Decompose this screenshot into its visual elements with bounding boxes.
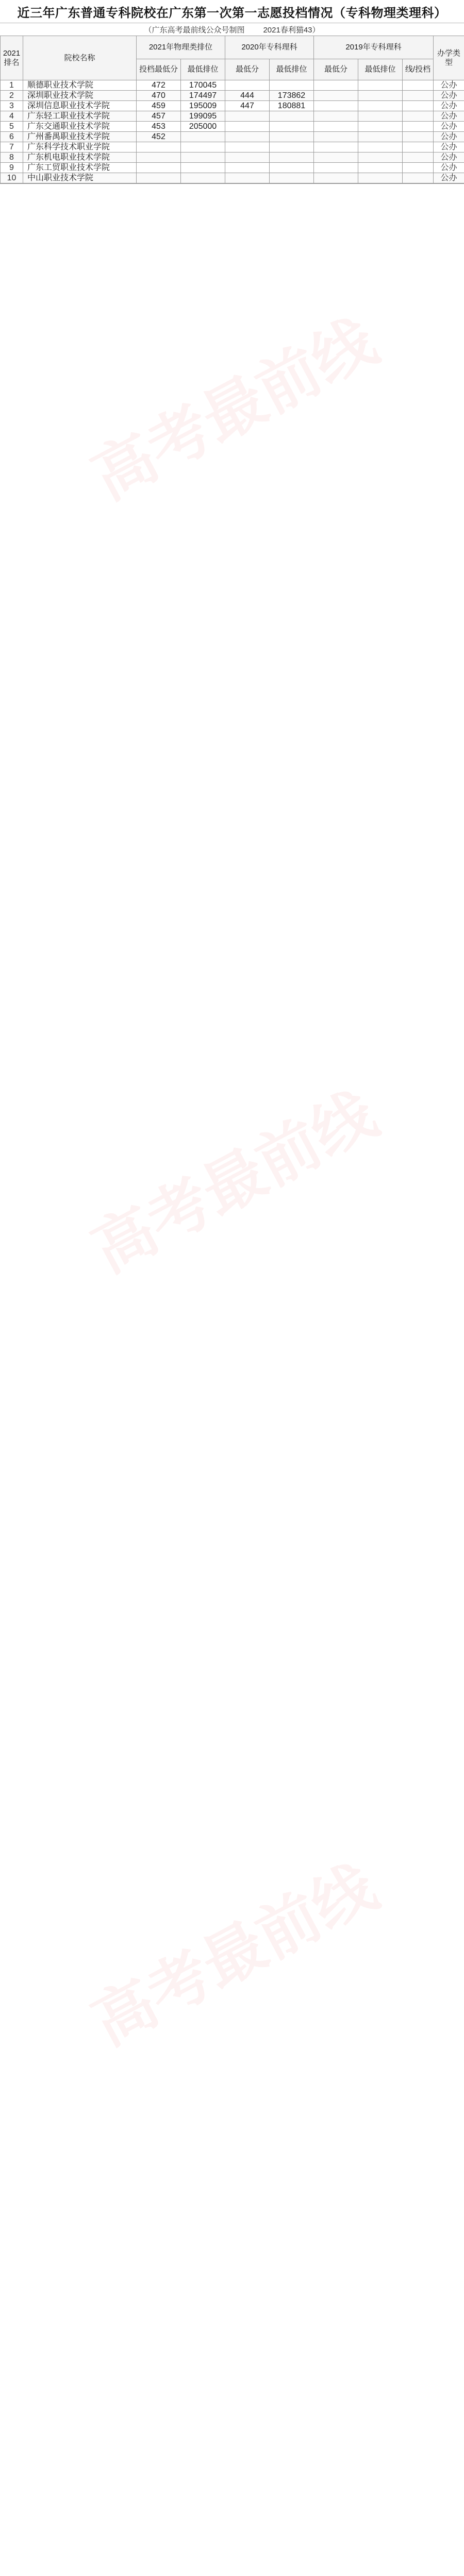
row-school-name: 广东工贸职业技术学院 <box>23 163 137 173</box>
table-row <box>1 122 464 132</box>
row-value <box>403 163 434 173</box>
header-rank: 2021排名 <box>1 36 23 80</box>
row-rank: 2 <box>1 91 23 101</box>
row-value <box>403 101 434 111</box>
row-value <box>314 101 358 111</box>
row-value <box>270 132 314 142</box>
subheader-rank3: 最低排位 <box>358 59 403 80</box>
row-value <box>270 80 314 91</box>
row-value: 453 <box>137 122 181 132</box>
row-value <box>314 132 358 142</box>
row-school-type: 公办 <box>434 132 464 142</box>
row-value <box>403 152 434 163</box>
row-value <box>270 142 314 152</box>
row-value <box>181 173 225 183</box>
row-value <box>358 132 403 142</box>
row-value <box>314 91 358 101</box>
table-row <box>1 152 464 163</box>
row-value <box>270 111 314 122</box>
row-value <box>225 142 270 152</box>
table-row <box>1 91 464 101</box>
row-school-type: 公办 <box>434 101 464 111</box>
row-school-name: 深圳职业技术学院 <box>23 91 137 101</box>
row-value: 457 <box>137 111 181 122</box>
row-value: 174497 <box>181 91 225 101</box>
row-value <box>181 163 225 173</box>
row-value: 199095 <box>181 111 225 122</box>
row-school-type: 公办 <box>434 163 464 173</box>
row-value <box>358 163 403 173</box>
row-value <box>270 173 314 183</box>
row-value <box>403 142 434 152</box>
table-row <box>1 142 464 152</box>
row-value <box>314 111 358 122</box>
row-school-name: 中山职业技术学院 <box>23 173 137 183</box>
row-value <box>403 173 434 183</box>
row-value <box>181 142 225 152</box>
row-value: 472 <box>137 80 181 91</box>
subheader-score: 投档最低分 <box>137 59 181 80</box>
row-school-type: 公办 <box>434 142 464 152</box>
row-value <box>358 111 403 122</box>
row-school-type: 公办 <box>434 91 464 101</box>
row-rank: 8 <box>1 152 23 163</box>
row-value <box>181 152 225 163</box>
document-title: 近三年广东普通专科院校在广东第一次第一志愿投档情况（专科物理类理科） <box>0 0 464 23</box>
row-value <box>403 91 434 101</box>
row-school-type: 公办 <box>434 80 464 91</box>
row-value <box>314 80 358 91</box>
row-value <box>403 111 434 122</box>
row-school-type: 公办 <box>434 111 464 122</box>
row-value <box>314 122 358 132</box>
row-rank: 1 <box>1 80 23 91</box>
row-value <box>270 152 314 163</box>
row-value: 452 <box>137 132 181 142</box>
row-value <box>358 122 403 132</box>
row-value: 444 <box>225 91 270 101</box>
subheader-rank2: 最低排位 <box>270 59 314 80</box>
row-value <box>314 152 358 163</box>
subheader-score2: 最低分 <box>225 59 270 80</box>
header-2020: 2020年专科理科 <box>225 36 314 59</box>
row-rank: 4 <box>1 111 23 122</box>
subheader-extra: 线/投档 <box>403 59 434 80</box>
row-school-name: 广东机电职业技术学院 <box>23 152 137 163</box>
row-value <box>225 173 270 183</box>
row-school-type: 公办 <box>434 152 464 163</box>
watermark-1: 高考最前线 <box>81 307 388 513</box>
row-rank: 9 <box>1 163 23 173</box>
row-value: 170045 <box>181 80 225 91</box>
subheader-rank: 最低排位 <box>181 59 225 80</box>
row-value <box>270 163 314 173</box>
row-value: 173862 <box>270 91 314 101</box>
row-value <box>358 91 403 101</box>
row-value: 205000 <box>181 122 225 132</box>
row-value <box>225 132 270 142</box>
row-value <box>225 80 270 91</box>
row-school-type: 公办 <box>434 173 464 183</box>
row-school-name: 广东交通职业技术学院 <box>23 122 137 132</box>
row-school-name: 广州番禺职业技术学院 <box>23 132 137 142</box>
table-row <box>1 163 464 173</box>
row-value <box>358 101 403 111</box>
table-row <box>1 132 464 142</box>
row-value <box>225 152 270 163</box>
header-type: 办学类型 <box>434 36 464 80</box>
document-subtitle <box>0 23 464 36</box>
row-value <box>137 142 181 152</box>
row-value <box>358 142 403 152</box>
row-school-name: 深圳信息职业技术学院 <box>23 101 137 111</box>
row-value: 459 <box>137 101 181 111</box>
row-school-name: 广东科学技术职业学院 <box>23 142 137 152</box>
row-value <box>225 122 270 132</box>
row-school-name: 顺德职业技术学院 <box>23 80 137 91</box>
row-value <box>270 122 314 132</box>
table-row <box>1 173 464 183</box>
subheader-score3: 最低分 <box>314 59 358 80</box>
row-value <box>314 173 358 183</box>
row-rank: 10 <box>1 173 23 183</box>
row-value: 470 <box>137 91 181 101</box>
row-value <box>137 173 181 183</box>
table-row <box>1 111 464 122</box>
table-footer <box>0 183 464 235</box>
header-2019: 2019年专科理科 <box>314 36 434 59</box>
row-rank: 5 <box>1 122 23 132</box>
row-rank: 3 <box>1 101 23 111</box>
row-value <box>225 163 270 173</box>
row-value <box>403 80 434 91</box>
row-value <box>403 122 434 132</box>
row-value <box>314 142 358 152</box>
row-value <box>314 163 358 173</box>
row-value <box>358 152 403 163</box>
row-school-type: 公办 <box>434 122 464 132</box>
row-value: 447 <box>225 101 270 111</box>
row-value <box>137 152 181 163</box>
row-value <box>181 132 225 142</box>
row-value: 195009 <box>181 101 225 111</box>
header-2021: 2021年物理类排位 <box>137 36 225 59</box>
row-value <box>137 163 181 173</box>
watermark-3: 高考最前线 <box>81 1852 388 2058</box>
row-value: 180881 <box>270 101 314 111</box>
admissions-table <box>0 36 464 183</box>
watermark-2: 高考最前线 <box>81 1079 388 1285</box>
header-name: 院校名称 <box>23 36 137 80</box>
row-value <box>358 80 403 91</box>
table-row <box>1 80 464 91</box>
row-school-name: 广东轻工职业技术学院 <box>23 111 137 122</box>
row-value <box>225 111 270 122</box>
table-body <box>1 80 464 183</box>
subtitle-left: （广东高考最前线公众号制图 <box>144 25 245 35</box>
row-value <box>358 173 403 183</box>
row-value <box>403 132 434 142</box>
table-row <box>1 101 464 111</box>
row-rank: 7 <box>1 142 23 152</box>
subtitle-right: 2021春利猫43） <box>263 25 320 35</box>
row-rank: 6 <box>1 132 23 142</box>
